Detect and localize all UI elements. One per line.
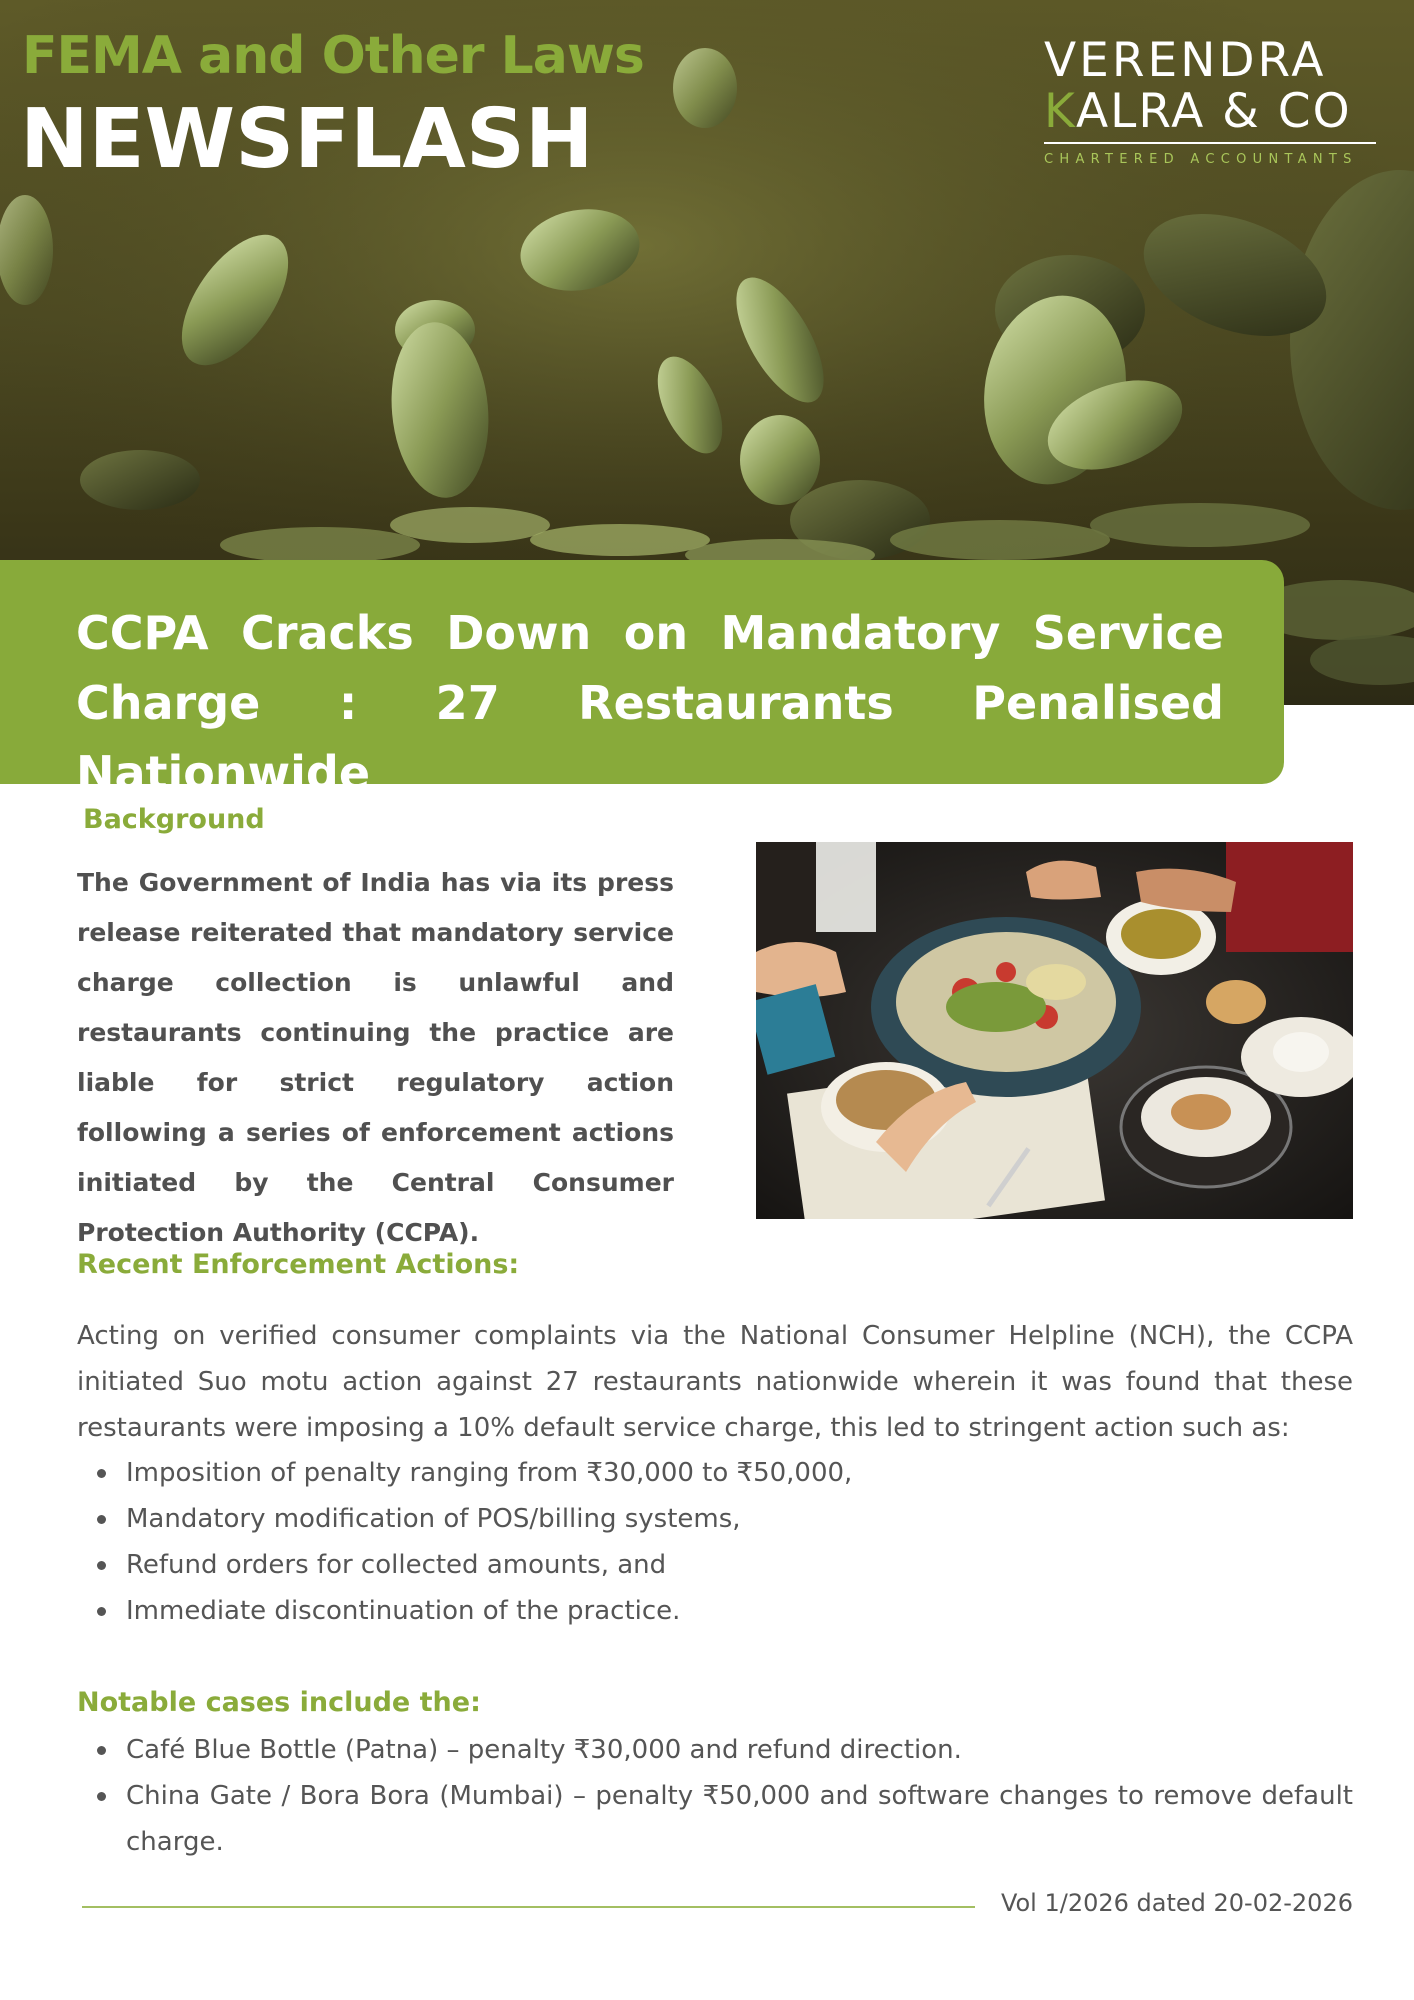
headline-banner: [0, 560, 1284, 800]
list-item: [77, 1450, 1353, 1496]
list-item-text: China Gate / Bora Bora (Mumbai) – penalty ₹50,000 and software changes to remove default charge.: [126, 1781, 1353, 1857]
list-item-text: Refund orders for collected amounts, and: [126, 1550, 667, 1580]
bullet-icon: [97, 1607, 106, 1616]
restaurant-dining-illustration: [756, 842, 1353, 1219]
bullet-icon: [97, 1561, 106, 1570]
logo-name-line1: VERENDRA: [1044, 33, 1327, 88]
enforcement-list: [77, 1450, 1353, 1634]
list-item-text: Café Blue Bottle (Patna) – penalty ₹30,000 and refund direction.: [126, 1735, 962, 1765]
enforcement-heading: Recent Enforcement Actions:: [77, 1249, 520, 1280]
bullet-icon: [97, 1746, 106, 1755]
bullet-icon: [97, 1792, 106, 1801]
list-item-text: Mandatory modification of POS/billing systems,: [126, 1504, 741, 1534]
list-item: [77, 1727, 1353, 1773]
cases-list: [77, 1727, 1353, 1865]
firm-logo: [1044, 33, 1380, 167]
list-item: [77, 1542, 1353, 1588]
logo-name-line2: [1044, 86, 1380, 138]
background-heading: Background: [83, 804, 265, 835]
footer-divider: [82, 1906, 975, 1908]
bullet-icon: [97, 1515, 106, 1524]
enforcement-paragraph: Acting on verified consumer complaints via the National Consumer Helpline (NCH), the CCPA initiated Suo motu action against 27 restaurants nationwide wherein it was found that these restaurants were imposing a 10% default service charge, this led to stringent action such as:: [77, 1321, 1353, 1443]
newsletter-title: NEWSFLASH: [20, 92, 594, 187]
header-category: FEMA and Other Laws: [22, 26, 644, 86]
logo-subtitle: CHARTERED ACCOUNTANTS: [1044, 152, 1358, 167]
logo-name-rest: ALRA & CO: [1076, 84, 1352, 139]
background-paragraph: The Government of India has via its press release reiterated that mandatory service charge collection is unlawful and restaurants continuing the practice are liable for strict regulatory action following a series of enforcement actions initiated by the Central Consumer Protection Authority (CCPA).: [77, 868, 674, 1247]
restaurant-photo: [756, 842, 1353, 1219]
headline-title: CCPA Cracks Down on Mandatory Service Charge : 27 Restaurants Penalised Nationwide: [76, 606, 1224, 800]
list-item-text: Imposition of penalty ranging from ₹30,000 to ₹50,000,: [126, 1458, 853, 1488]
issue-date: Vol 1/2026 dated 20-02-2026: [1000, 1889, 1353, 1917]
list-item: [77, 1496, 1353, 1542]
list-item: [77, 1773, 1353, 1865]
list-item: [77, 1588, 1353, 1634]
list-item-text: Immediate discontinuation of the practice.: [126, 1596, 681, 1626]
cases-heading: Notable cases include the:: [77, 1687, 481, 1718]
logo-divider: [1044, 142, 1376, 144]
bullet-icon: [97, 1469, 106, 1478]
logo-k-mark: K: [1044, 84, 1076, 139]
